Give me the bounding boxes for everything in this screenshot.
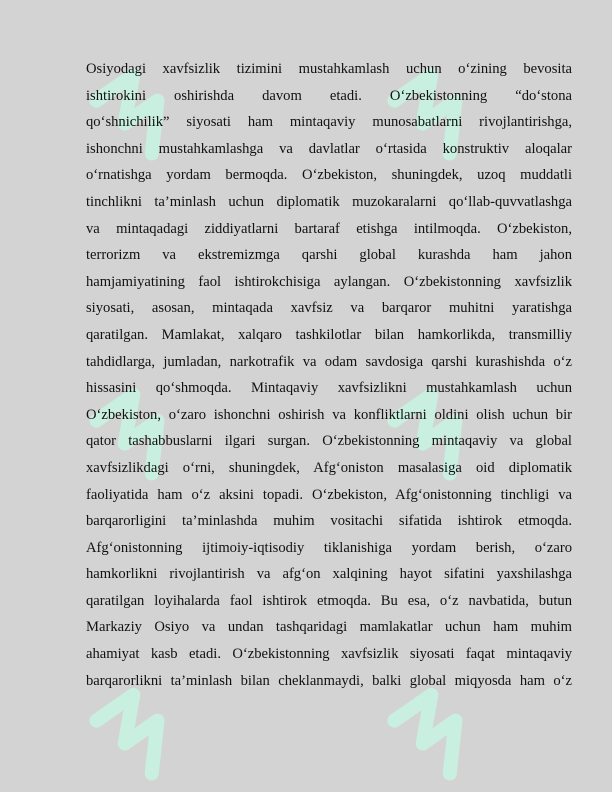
paragraph-line: qator tashabbuslarni ilgari surgan. O‘zbekistonning mintaqaviy va global — [86, 433, 572, 450]
paragraph-line: hissasini qo‘shmoqda. Mintaqaviy xavfsizlikni mustahkamlash uchun — [86, 380, 572, 397]
paragraph-line: barqarorligini ta’minlashda muhim vositachi sifatida ishtirok etmoqda. — [86, 513, 572, 530]
paragraph-line: o‘rnatishga yordam bermoqda. O‘zbekiston, shuningdek, uzoq muddatli — [86, 167, 572, 184]
paragraph-line: ishtirokini oshirishda davom etadi. O‘zbekistonning “do‘stona — [86, 87, 572, 104]
paragraph-line: Afg‘onistonning ijtimoiy-iqtisodiy tiklanishiga yordam berish, o‘zaro — [86, 539, 572, 556]
paragraph-line: Markaziy Osiyo va undan tashqaridagi mamlakatlar uchun ham muhim — [86, 619, 572, 636]
paragraph-line: hamkorlikni rivojlantirish va afg‘on xalqining hayot sifatini yaxshilashga — [86, 566, 572, 583]
paragraph-line: qaratilgan. Mamlakat, xalqaro tashkilotlar bilan hamkorlikda, transmilliy — [86, 326, 572, 343]
paragraph-line: hamjamiyatining faol ishtirokchisiga aylangan. O‘zbekistonning xavfsizlik — [86, 273, 572, 290]
paragraph-line: tinchlikni ta’minlash uchun diplomatik muzokaralarni qo‘llab-quvvatlashga — [86, 193, 572, 210]
paragraph-line: barqarorlikni ta’minlash bilan cheklanmaydi, balki global miqyosda ham o‘z — [86, 672, 572, 689]
paragraph-line: va mintaqadagi ziddiyatlarni bartaraf etishga intilmoqda. O‘zbekiston, — [86, 220, 572, 237]
paragraph-line: Osiyodagi xavfsizlik tizimini mustahkamlash uchun o‘zining bevosita — [86, 61, 572, 77]
paragraph-line: siyosati, asosan, mintaqada xavfsiz va barqaror muhitni yaratishga — [86, 300, 572, 317]
paragraph-line: qaratilgan loyihalarda faol ishtirok etmoqda. Bu esa, o‘z navbatida, butun — [86, 592, 572, 609]
paragraph-line: qo‘shnichilik” siyosati ham mintaqaviy munosabatlarni rivojlantirishga, — [86, 114, 572, 131]
paragraph-line: xavfsizlikdagi o‘rni, shuningdek, Afg‘oniston masalasiga oid diplomatik — [86, 459, 572, 476]
paragraph-line: ahamiyat kasb etadi. O‘zbekistonning xavfsizlik siyosati faqat mintaqaviy — [86, 646, 572, 663]
paragraph-line: ishonchni mustahkamlashga va davlatlar o‘rtasida konstruktiv aloqalar — [86, 140, 572, 157]
body-paragraph — [86, 56, 572, 694]
paragraph-line: terrorizm va ekstremizmga qarshi global kurashda ham jahon — [86, 247, 572, 264]
paragraph-line: O‘zbekiston, o‘zaro ishonchni oshirish va konfliktlarni oldini olish uchun bir — [86, 406, 572, 423]
paragraph-line: tahdidlarga, jumladan, narkotrafik va odam savdosiga qarshi kurashishda o‘z — [86, 353, 572, 370]
paragraph-line: faoliyatida ham o‘z aksini topadi. O‘zbekiston, Afg‘onistonning tinchligi va — [86, 486, 572, 503]
